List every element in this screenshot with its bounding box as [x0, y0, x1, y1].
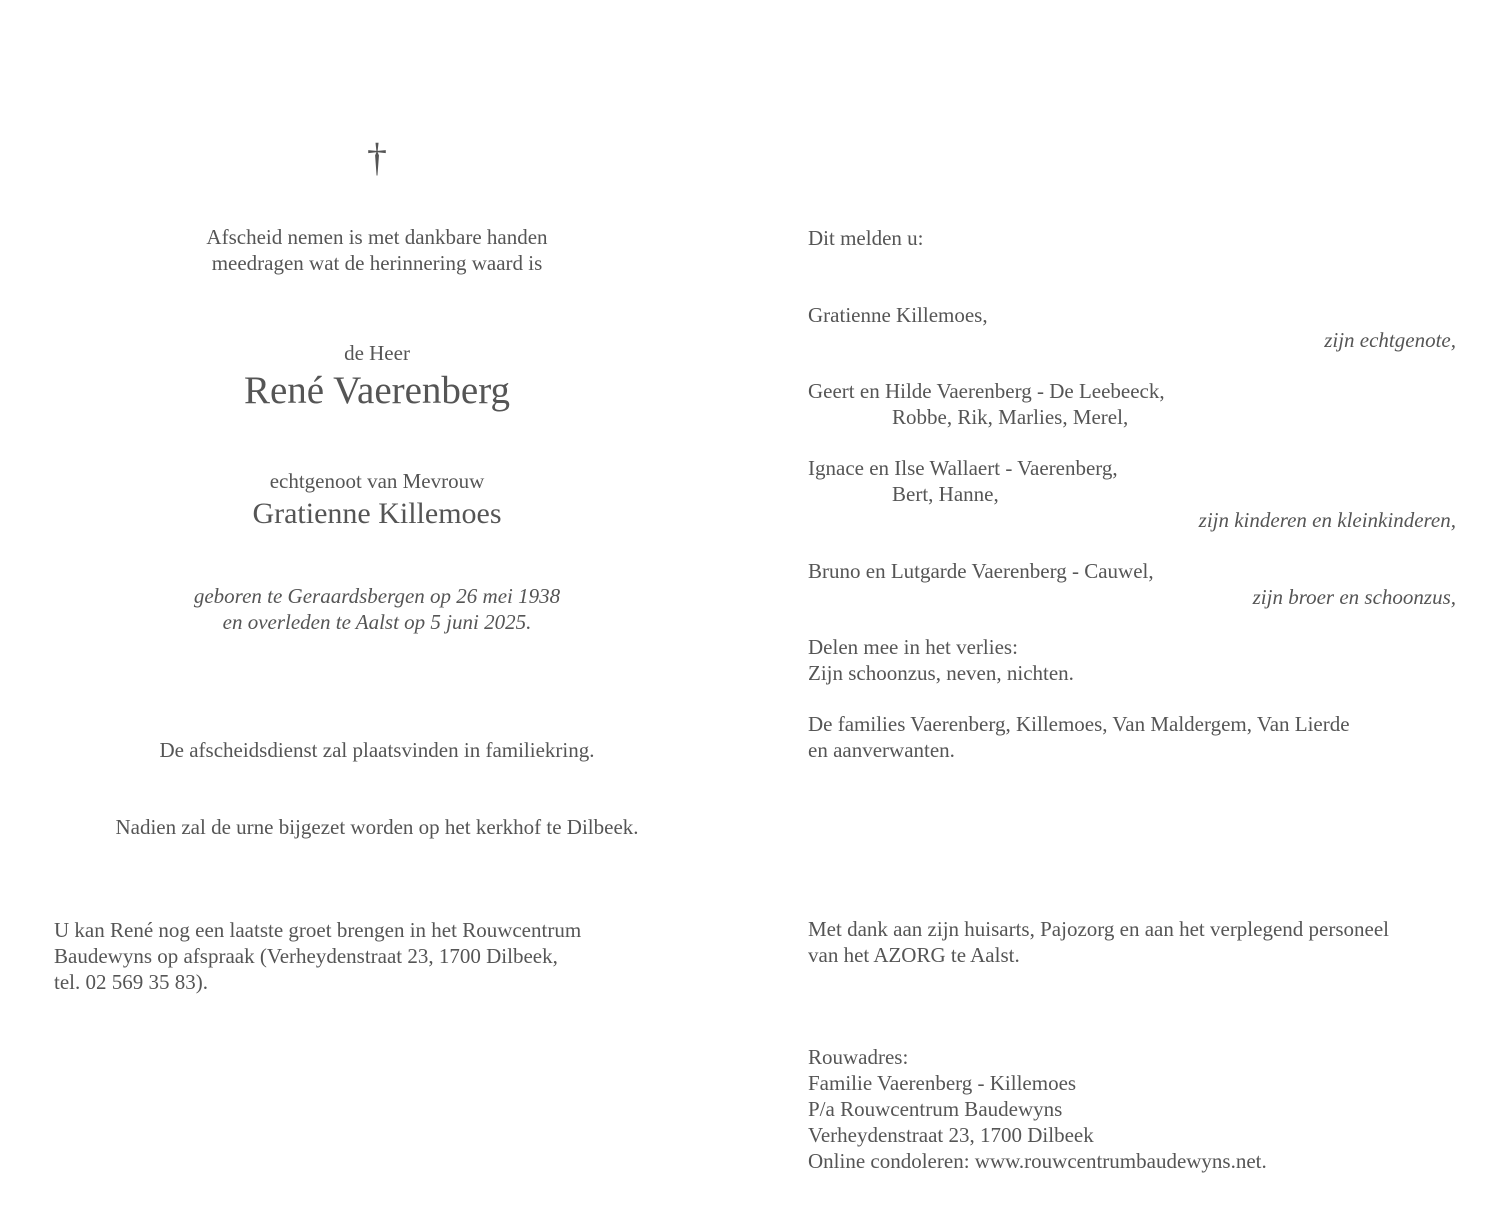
mourning-address: [808, 1044, 1267, 1174]
share-line: Zijn schoonzus, neven, nichten.: [808, 661, 1074, 685]
address-line: Rouwadres:: [808, 1045, 909, 1069]
share-line: Delen mee in het verlies:: [808, 635, 1018, 659]
families-line: De families Vaerenberg, Killemoes, Van Maldergem, Van Lierde: [808, 712, 1350, 736]
wife-name: Gratienne Killemoes,: [808, 303, 988, 327]
visit-line: tel. 02 569 35 83).: [54, 970, 208, 994]
life-dates: [40, 583, 714, 635]
cross-icon: †: [367, 135, 387, 180]
child-names: Ignace en Ilse Wallaert - Vaerenberg,: [808, 456, 1118, 480]
share-text: [808, 634, 1074, 686]
visit-line: U kan René nog een laatste groet brengen in het Rouwcentrum: [54, 918, 582, 942]
spouse-intro: echtgenoot van Mevrouw: [269, 469, 485, 493]
child-family-1: [808, 378, 1165, 430]
thanks-line: van het AZORG te Aalst.: [808, 943, 1020, 967]
address-line: Verheydenstraat 23, 1700 Dilbeek: [808, 1123, 1094, 1147]
visit-line: Baudewyns op afspraak (Verheydenstraat 23, 1700 Dilbeek,: [54, 944, 558, 968]
address-line: Familie Vaerenberg - Killemoes: [808, 1071, 1077, 1095]
birth-line: geboren te Geraardsbergen op 26 mei 1938: [193, 584, 561, 608]
spouse-name: Gratienne Killemoes: [252, 497, 502, 530]
brother-names: Bruno en Lutgarde Vaerenberg - Cauwel,: [808, 559, 1154, 583]
motto: [40, 224, 714, 276]
death-line: en overleden te Aalst op 5 juni 2025.: [222, 610, 532, 634]
thanks-line: Met dank aan zijn huisarts, Pajozorg en aan het verplegend personeel: [808, 917, 1389, 941]
announcement-intro: Dit melden u:: [808, 226, 924, 250]
child-names: Geert en Hilde Vaerenberg - De Leebeeck,: [808, 379, 1165, 403]
grandchildren-names: Robbe, Rik, Marlies, Merel,: [892, 405, 1129, 429]
motto-line: Afscheid nemen is met dankbare handen: [206, 225, 548, 249]
condolence-link: Online condoleren: www.rouwcentrumbaudewyns.net.: [808, 1149, 1267, 1173]
child-family-2: [808, 455, 1118, 507]
visit-text: [54, 917, 581, 995]
grandchildren-names: Bert, Hanne,: [892, 482, 999, 506]
families-text: [808, 711, 1350, 763]
thanks-text: [808, 916, 1389, 968]
families-line: en aanverwanten.: [808, 738, 955, 762]
brother-role: zijn broer en schoonzus,: [1252, 585, 1456, 609]
address-line: P/a Rouwcentrum Baudewyns: [808, 1097, 1063, 1121]
honorific: de Heer: [344, 341, 410, 365]
wife-role: zijn echtgenote,: [1324, 328, 1456, 352]
deceased-name: René Vaerenberg: [243, 369, 511, 412]
urn-text: Nadien zal de urne bijgezet worden op het kerkhof te Dilbeek.: [115, 815, 639, 839]
children-role: zijn kinderen en kleinkinderen,: [1198, 508, 1456, 532]
motto-line: meedragen wat de herinnering waard is: [211, 251, 543, 275]
service-text: De afscheidsdienst zal plaatsvinden in familiekring.: [159, 738, 595, 762]
